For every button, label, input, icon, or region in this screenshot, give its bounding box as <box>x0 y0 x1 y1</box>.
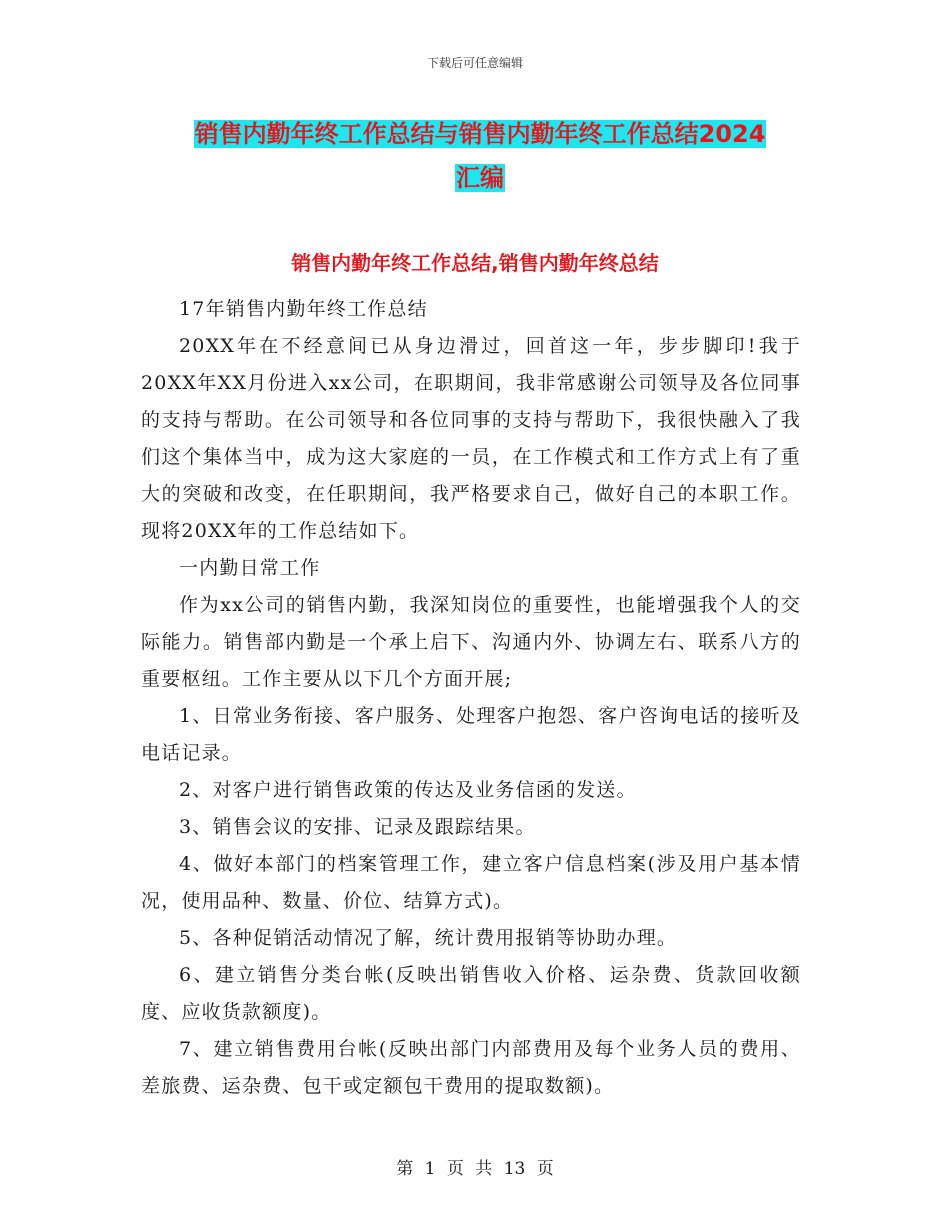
paragraph: 17年销售内勤年终工作总结 <box>179 298 428 320</box>
body-text <box>141 291 801 1105</box>
paragraph: 一内勤日常工作 <box>179 557 321 579</box>
header-note: 下载后可任意编辑 <box>426 56 523 70</box>
section-subtitle: 销售内勤年终工作总结,销售内勤年终总结 <box>291 251 659 275</box>
list-item: 3、销售会议的安排、记录及跟踪结果。 <box>179 816 536 838</box>
paragraph: 20XX年在不经意间已从身边滑过，回首这一年，步步脚印!我于20XX年XX月份进入xx公司，在职期间，我非常感谢公司领导及各位同事的支持与帮助。在公司领导和各位同事的支持与帮助下，我很快融入了我们这个集体当中，成为这大家庭的一员，在工作模式和工作方式上有了重大的突破和改变，在任职期间，我严格要求自己，做好自己的本职工作。现将20XX年的工作总结如下。 <box>141 335 801 542</box>
page-number: 第 1 页 共 13 页 <box>396 1159 554 1179</box>
title-line-1: 销售内勤年终工作总结与销售内勤年终工作总结2024 <box>194 120 766 148</box>
list-item: 4、做好本部门的档案管理工作，建立客户信息档案(涉及用户基本情况，使用品种、数量、价位、结算方式)。 <box>141 853 801 912</box>
list-item: 6、建立销售分类台帐(反映出销售收入价格、运杂费、货款回收额度、应收货款额度)。 <box>141 964 801 1023</box>
list-item: 5、各种促销活动情况了解，统计费用报销等协助办理。 <box>179 927 678 949</box>
list-item: 7、建立销售费用台帐(反映出部门内部费用及每个业务人员的费用、差旅费、运杂费、包干或定额包干费用的提取数额)。 <box>141 1038 801 1097</box>
paragraph: 作为xx公司的销售内勤，我深知岗位的重要性，也能增强我个人的交际能力。销售部内勤是一个承上启下、沟通内外、协调左右、联系八方的重要枢纽。工作主要从以下几个方面开展; <box>141 594 801 690</box>
title-line-2: 汇编 <box>456 164 504 192</box>
list-item: 1、日常业务衔接、客户服务、处理客户抱怨、客户咨询电话的接听及电话记录。 <box>141 705 801 764</box>
page-title <box>150 112 810 200</box>
list-item: 2、对客户进行销售政策的传达及业务信函的发送。 <box>179 779 637 801</box>
